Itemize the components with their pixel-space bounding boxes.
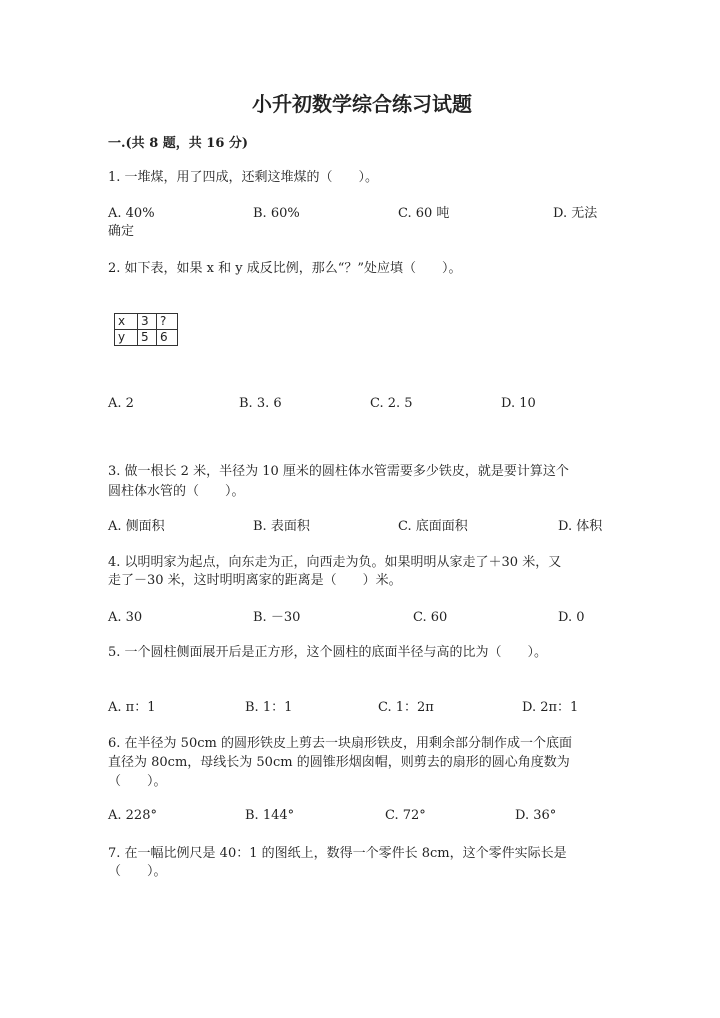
table-row [115,330,178,346]
question-6-line-3: （ ）。 [108,774,167,789]
table-cell: x [115,314,138,330]
q6-option-a: A. 228° [108,808,157,823]
q2-option-a: A. 2 [108,396,134,411]
q4-option-d: D. 0 [558,610,585,625]
table-cell: 5 [138,330,157,346]
question-3-line-1: 3. 做一根长 2 米，半径为 10 厘米的圆柱体水管需要多少铁皮，就是要计算这个 [108,464,569,479]
q3-option-a: A. 侧面积 [108,519,165,534]
q1-option-a: A. 40% [108,206,155,221]
q5-option-a: A. π：1 [108,700,156,715]
q2-option-b: B. 3. 6 [239,396,282,411]
question-6-line-2: 直径为 80cm，母线长为 50cm 的圆锥形烟囱帽，则剪去的扇形的圆心角度数为 [108,755,570,770]
question-3-line-2: 圆柱体水管的（ ）。 [108,484,245,499]
question-5-text: 5. 一个圆柱侧面展开后是正方形，这个圆柱的底面半径与高的比为（ ）。 [108,645,548,660]
question-4-line-1: 4. 以明明家为起点，向东走为正，向西走为负。如果明明从家走了＋30 米，又 [108,555,562,570]
q3-option-d: D. 体积 [558,519,603,534]
question-7-line-2: （ ）。 [108,864,167,879]
table-cell: y [115,330,138,346]
q4-option-b: B. －30 [253,610,301,625]
table-cell: 3 [138,314,157,330]
question-6-line-1: 6. 在半径为 50cm 的圆形铁皮上剪去一块扇形铁皮，用剩余部分制作成一个底面 [108,736,572,751]
table-row [115,314,178,330]
question-4-line-2: 走了－30 米，这时明明离家的距离是（ ）米。 [108,573,402,588]
q3-option-c: C. 底面面积 [398,519,468,534]
q2-option-d: D. 10 [501,396,536,411]
q3-option-b: B. 表面积 [253,519,310,534]
q4-option-a: A. 30 [108,610,143,625]
q1-option-d: D. 无法 [553,206,598,221]
q6-option-d: D. 36° [515,808,557,823]
q1-option-b: B. 60% [253,206,300,221]
question-7-line-1: 7. 在一幅比例尺是 40：1 的图纸上，数得一个零件长 8cm，这个零件实际长是 [108,846,567,861]
q5-option-b: B. 1：1 [245,700,293,715]
table-cell: ? [157,314,178,330]
q1-option-c: C. 60 吨 [398,206,450,221]
q1-option-d-continued: 确定 [108,224,135,239]
question-2-text: 2. 如下表，如果 x 和 y 成反比例，那么“？”处应填（ ）。 [108,261,462,276]
q4-option-c: C. 60 [413,610,448,625]
q5-option-c: C. 1：2π [378,700,434,715]
q6-option-b: B. 144° [245,808,295,823]
question-1-text: 1. 一堆煤，用了四成，还剩这堆煤的（ ）。 [108,170,379,185]
q2-option-c: C. 2. 5 [370,396,413,411]
section-heading: 一.(共 8 题，共 16 分) [108,136,249,151]
page-title: 小升初数学综合练习试题 [252,92,472,116]
q5-option-d: D. 2π：1 [522,700,579,715]
table-cell: 6 [157,330,178,346]
xy-value-table [114,313,178,346]
q6-option-c: C. 72° [385,808,426,823]
